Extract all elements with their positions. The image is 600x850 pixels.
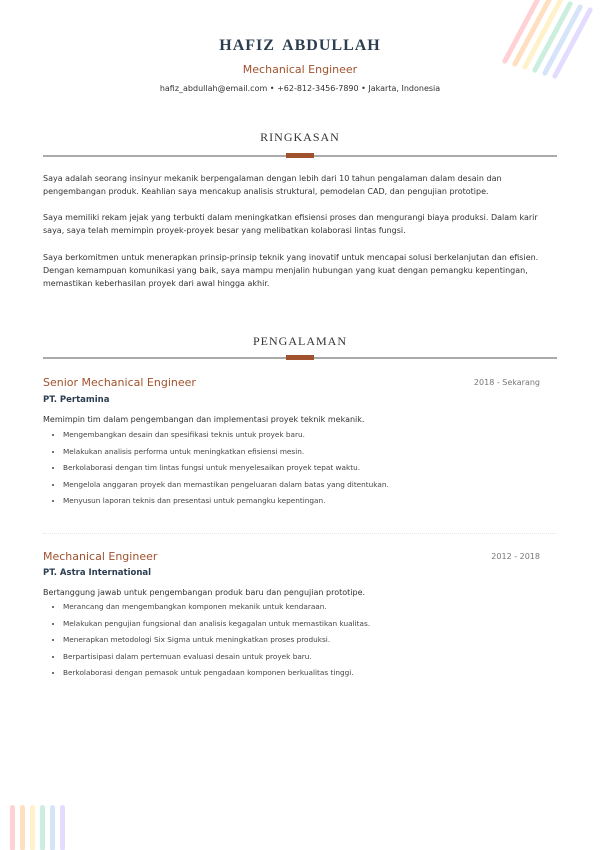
company-name: PT. Pertamina bbox=[43, 395, 110, 405]
stripe bbox=[40, 805, 45, 850]
experience-heading: PENGALAMAN bbox=[253, 334, 347, 348]
list-item: • Mengembangkan desain dan spesifikasi teknis untuk proyek baru. bbox=[63, 429, 389, 446]
summary-paragraph: Saya adalah seorang insinyur mekanik berpengalaman dengan lebih dari 10 tahun pengalaman dalam desain dan pengembangan produk. Keahlian saya mencakup analisis struktural, pemodelan CAD, dan pengujian prototipe. bbox=[43, 174, 502, 196]
summary-paragraph: Saya memiliki rekam jejak yang terbukti dalam meningkatkan efisiensi proses dan mengurangi biaya produksi. Dalam karir saya, saya telah memimpin proyek-proyek besar yang melibatkan kolaborasi lintas fungsi. bbox=[43, 213, 538, 235]
summary-heading: RINGKASAN bbox=[260, 130, 340, 144]
job-bullets bbox=[53, 429, 389, 512]
job-bullets bbox=[53, 601, 370, 684]
job-dates: 2012 - 2018 bbox=[491, 552, 540, 561]
summary-paragraph: Saya berkomitmen untuk menerapkan prinsip-prinsip teknik yang inovatif untuk mencapai solusi berkelanjutan dan efisien. Dengan kemampuan komunikasi yang baik, saya mampu menjalin hubungan yang kuat dengan pemangku kepentingan, memastikan keberhasilan proyek dari awal hingga akhir. bbox=[43, 253, 539, 288]
candidate-name: HAFIZ ABDULLAH bbox=[219, 37, 381, 54]
contact-info: hafiz_abdullah@email.com • +62-812-3456-7890 • Jakarta, Indonesia bbox=[159, 84, 441, 93]
job-description: Memimpin tim dalam pengembangan dan implementasi proyek teknik mekanik. bbox=[43, 415, 365, 424]
stripe bbox=[20, 805, 25, 850]
stripe bbox=[50, 805, 55, 850]
stripe bbox=[10, 805, 15, 850]
company-name: PT. Astra International bbox=[43, 568, 152, 578]
list-item: • Menerapkan metodologi Six Sigma untuk meningkatkan proses produksi. bbox=[63, 634, 370, 651]
section-divider bbox=[43, 357, 557, 359]
stripe bbox=[30, 805, 35, 850]
list-item: • Berkolaborasi dengan pemasok untuk pengadaan komponen berkualitas tinggi. bbox=[63, 667, 370, 684]
list-item: • Mengelola anggaran proyek dan memastikan pengeluaran dalam batas yang ditentukan. bbox=[63, 479, 389, 496]
list-item: • Melakukan pengujian fungsional dan analisis kegagalan untuk memastikan kualitas. bbox=[63, 618, 370, 635]
stripe bbox=[60, 805, 65, 850]
job-description: Bertanggung jawab untuk pengembangan produk baru dan pengujian prototipe. bbox=[43, 588, 366, 597]
list-item: • Berpartisipasi dalam pertemuan evaluasi desain untuk proyek baru. bbox=[63, 651, 370, 668]
job-dates: 2018 - Sekarang bbox=[473, 378, 540, 387]
divider-accent bbox=[286, 153, 314, 158]
list-item: • Menyusun laporan teknis dan presentasi untuk pemangku kepentingan. bbox=[63, 495, 389, 512]
job-title: Mechanical Engineer bbox=[43, 550, 158, 563]
list-item: • Merancang dan mengembangkan komponen mekanik untuk kendaraan. bbox=[63, 601, 370, 618]
candidate-title: Mechanical Engineer bbox=[242, 63, 358, 76]
list-item: • Melakukan analisis performa untuk meningkatkan efisiensi mesin. bbox=[63, 446, 389, 463]
section-divider bbox=[43, 155, 557, 157]
job-title: Senior Mechanical Engineer bbox=[43, 376, 196, 389]
job-separator bbox=[43, 533, 557, 534]
list-item: • Berkolaborasi dengan tim lintas fungsi untuk menyelesaikan proyek tepat waktu. bbox=[63, 462, 389, 479]
divider-accent bbox=[286, 355, 314, 360]
